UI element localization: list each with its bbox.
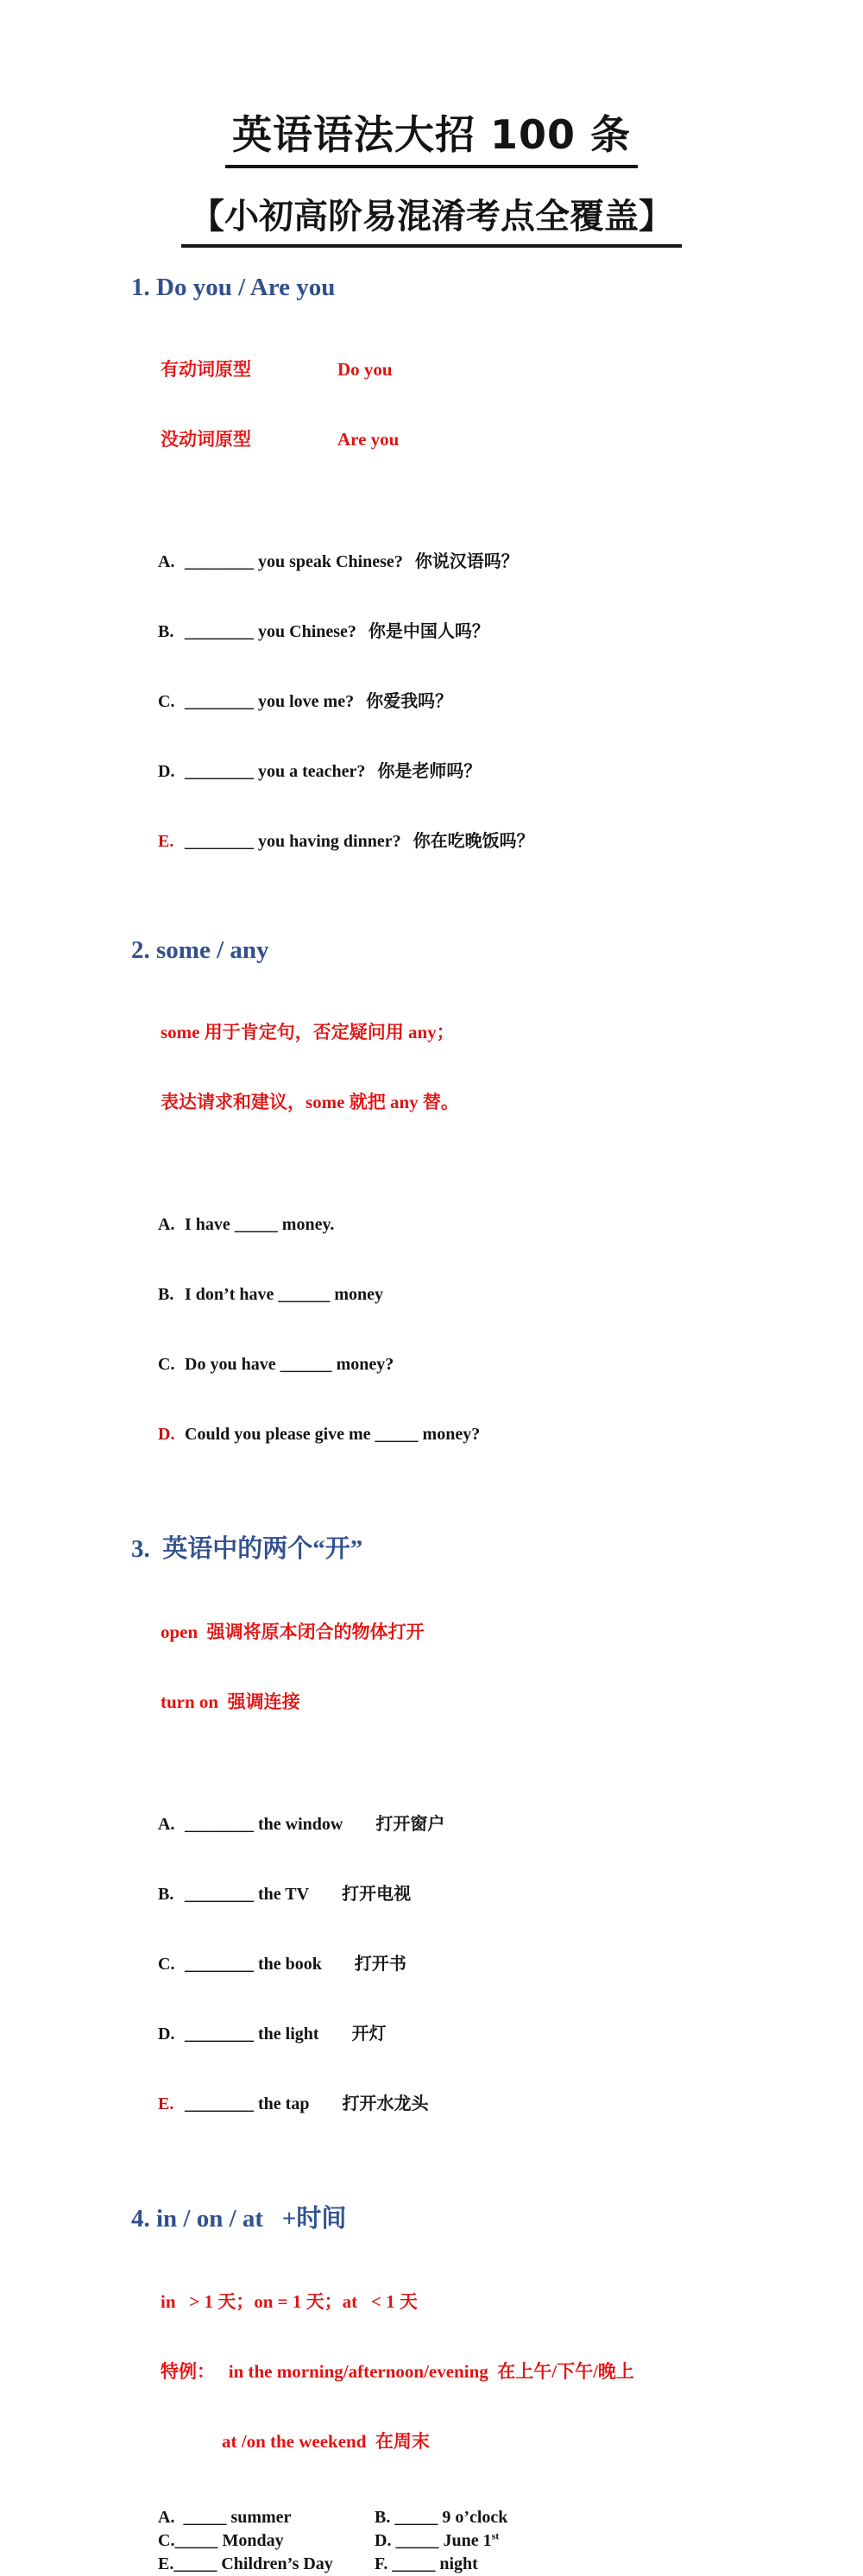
item-row: [158, 2023, 863, 2046]
section-do-you-are-you: [131, 274, 863, 900]
item-row: [158, 690, 863, 714]
item-text-cn: 打开水龙头: [342, 2094, 429, 2113]
item-row: C._____ Monday: [158, 2531, 284, 2550]
item-text-en: D. _____ June 1: [375, 2531, 492, 2550]
item-row: A. _____ summer: [158, 2508, 292, 2527]
note-line: [161, 428, 863, 451]
item-row: [158, 551, 863, 574]
item-row: [158, 1283, 863, 1307]
note-line: 特例： in the morning/afternoon/evening 在上午/下午/晚上: [161, 2361, 634, 2382]
note-cn: 有动词原型: [161, 360, 251, 380]
content: [131, 274, 863, 2576]
item-list: [158, 1767, 863, 2163]
item-text-cn: 你是中国人吗？: [368, 622, 489, 641]
ordinal-superscript: st: [491, 2529, 500, 2542]
item-label: D.: [158, 1425, 175, 1444]
note-cn: 没动词原型: [161, 430, 251, 450]
item-text-cn: 打开书: [354, 1955, 406, 1974]
item-text-en: ________ you having dinner?: [185, 832, 401, 851]
page-title: 英语语法大招 100 条: [225, 104, 638, 168]
item-row: F. _____ night: [375, 2554, 478, 2573]
item-text-cn: 打开窗户: [375, 1815, 445, 1834]
item-text-cn: 打开电视: [342, 1885, 412, 1904]
item-label: B.: [158, 1885, 174, 1904]
item-text-en: ________ the TV: [185, 1885, 310, 1904]
section-heading: 4. in / on / at +时间: [131, 2205, 347, 2233]
item-label: E.: [158, 832, 174, 851]
item-text-en: ________ the light: [185, 2025, 319, 2044]
note-line: in > 1 天；on = 1 天；at < 1 天: [161, 2291, 418, 2312]
item-label: A.: [158, 1815, 175, 1834]
item-text-en: ________ you Chinese?: [185, 622, 356, 641]
item-row: [158, 830, 863, 853]
note-line: some 用于肯定句，否定疑问用 any；: [161, 1022, 455, 1042]
item-label: A.: [158, 552, 175, 571]
note-line: turn on 强调连接: [161, 1691, 300, 1712]
item-text-en: Do you have ______ money?: [185, 1355, 394, 1374]
item-text-en: ________ you speak Chinese?: [185, 552, 403, 571]
item-row: [375, 2529, 863, 2553]
item-row: B. _____ 9 o’clock: [375, 2508, 508, 2527]
item-label: D.: [158, 2025, 175, 2044]
section-notes: [161, 312, 863, 498]
section-notes: [161, 1574, 863, 1760]
item-row: E._____ Children’s Day: [158, 2554, 333, 2573]
note-line: open 强调将原本闭合的物体打开: [161, 1622, 425, 1642]
item-text-cn: 你是老师吗？: [377, 762, 482, 781]
item-label: A.: [158, 1215, 175, 1234]
item-label: B.: [158, 622, 174, 641]
section-heading: 3. 英语中的两个“开”: [131, 1535, 363, 1563]
item-text-en: Could you please give me _____ money?: [185, 1425, 481, 1444]
section-notes: [161, 974, 863, 1161]
item-list: [158, 1167, 863, 1493]
item-row: [158, 2093, 863, 2116]
section-heading: 2. some / any: [131, 936, 269, 964]
item-row: [158, 1953, 863, 1976]
item-text-en: I have _____ money.: [185, 1215, 335, 1234]
item-row: [158, 1423, 863, 1446]
item-row: [158, 1813, 863, 1836]
item-label: D.: [158, 762, 175, 781]
item-text-en: ________ the book: [185, 1955, 322, 1974]
item-text-cn: 你说汉语吗？: [414, 552, 519, 571]
item-text-en: ________ you love me?: [185, 692, 355, 711]
item-row: [158, 1213, 863, 1237]
section-in-on-at: [131, 2199, 863, 2576]
item-label: C.: [158, 1355, 175, 1374]
item-row: [158, 760, 863, 784]
item-text-en: ________ the tap: [185, 2094, 310, 2113]
note-line: at /on the weekend 在周末: [222, 2431, 430, 2452]
section-some-any: [131, 936, 863, 1493]
item-grid: [158, 2506, 863, 2576]
note-en: Are you: [337, 429, 400, 450]
item-label: C.: [158, 692, 175, 711]
item-list: [158, 504, 863, 900]
title-block: [0, 0, 863, 248]
item-text-cn: 你爱我吗？: [366, 692, 453, 711]
note-line: [161, 358, 863, 381]
item-label: E.: [158, 2094, 174, 2113]
item-row: [158, 1353, 863, 1376]
item-text-en: I don’t have ______ money: [185, 1285, 384, 1304]
item-text-cn: 你在吃晚饭吗？: [413, 832, 534, 851]
note-line: 表达请求和建议，some 就把 any 替。: [161, 1092, 459, 1112]
item-text-en: ________ you a teacher?: [185, 762, 366, 781]
item-label: C.: [158, 1955, 175, 1974]
item-row: [158, 1883, 863, 1906]
section-heading: 1. Do you / Are you: [131, 274, 336, 301]
note-en: Do you: [337, 359, 393, 380]
item-row: [158, 620, 863, 644]
item-label: B.: [158, 1285, 174, 1304]
section-notes: [161, 2244, 863, 2500]
section-two-kai: [131, 1529, 863, 2163]
item-text-cn: 开灯: [351, 2025, 387, 2044]
item-text-en: ________ the window: [185, 1815, 343, 1834]
page-subtitle: 【小初高阶易混淆考点全覆盖】: [181, 189, 682, 248]
